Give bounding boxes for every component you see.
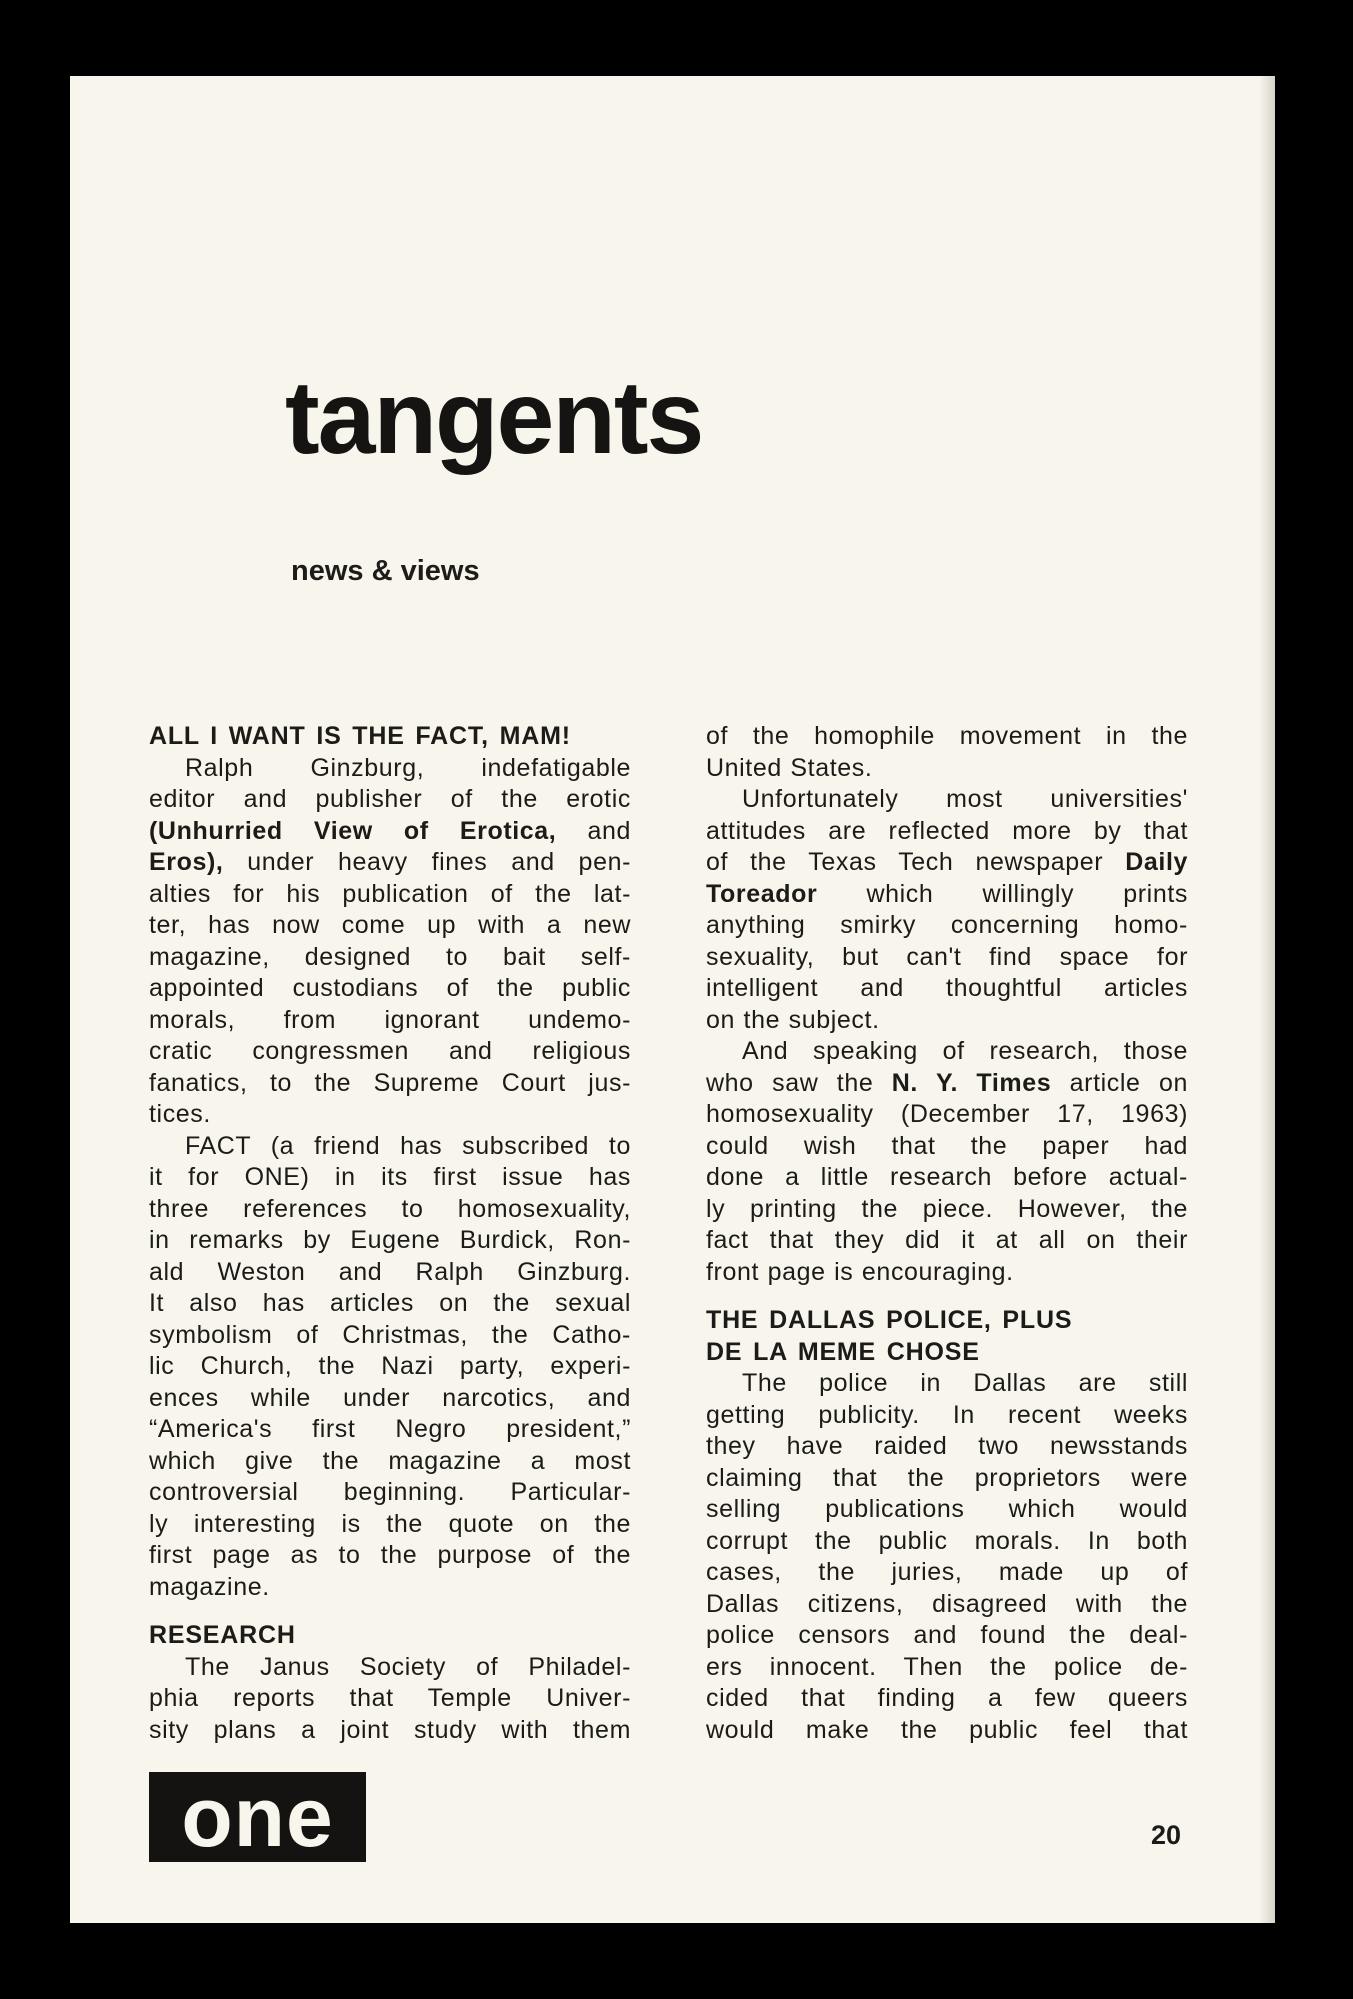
page-edge-shadow: [1259, 76, 1275, 1923]
text-line: [149, 1383, 631, 1415]
text-line: [706, 1431, 1188, 1463]
text-line: [149, 942, 631, 974]
text-segment: ly interesting is the quote on the: [149, 1509, 631, 1538]
text-segment: editor and publisher of the erotic: [149, 785, 631, 813]
text-line: [706, 784, 1188, 816]
text-segment: ly printing the piece. However, the: [706, 1194, 1188, 1223]
text-segment: morals, from ignorant undemo-: [149, 1005, 631, 1034]
text-segment: on the subject.: [706, 1005, 880, 1034]
text-line: [149, 1477, 631, 1509]
section-subtitle: news & views: [291, 555, 480, 587]
text-line: [149, 1446, 631, 1478]
text-line: [149, 784, 631, 816]
text-line: [149, 1683, 631, 1715]
text-line: [149, 1099, 631, 1131]
text-line: [706, 1194, 1188, 1226]
article-paragraph: [706, 1368, 1188, 1746]
bold-title-segment: Daily: [1125, 848, 1188, 876]
text-segment: in remarks by Eugene Burdick, Ron-: [149, 1226, 631, 1254]
text-line: [149, 816, 631, 848]
text-line: [706, 1305, 1188, 1337]
text-segment: attitudes are reflected more by that: [706, 816, 1188, 845]
text-line: [706, 1162, 1188, 1194]
text-segment: homosexuality (December 17, 1963): [706, 1100, 1188, 1128]
text-segment: front page is encouraging.: [706, 1257, 1014, 1286]
text-segment: they have raided two newsstands: [706, 1432, 1188, 1460]
text-segment: getting publicity. In recent weeks: [706, 1400, 1188, 1429]
text-segment: sexuality, but can't find space for: [706, 942, 1188, 971]
text-line: [706, 942, 1188, 974]
text-line: [706, 1036, 1188, 1068]
text-line: [706, 879, 1188, 911]
text-segment: would make the public feel that: [706, 1715, 1188, 1744]
text-line: [149, 1162, 631, 1194]
article-paragraph: [706, 784, 1188, 1036]
text-segment: who saw the: [706, 1068, 892, 1097]
text-segment: which give the magazine a most: [149, 1446, 631, 1475]
text-line: [149, 1572, 631, 1604]
text-segment: ter, has now come up with a new: [149, 911, 631, 939]
text-segment: of the Texas Tech newspaper: [706, 848, 1126, 876]
text-line: [149, 1257, 631, 1289]
text-line: [706, 1257, 1188, 1289]
text-line: [149, 1194, 631, 1226]
text-segment: It also has articles on the sexual: [149, 1289, 631, 1317]
text-segment: FACT (a friend has subscribed to: [185, 1131, 631, 1160]
text-segment: appointed custodians of the public: [149, 974, 631, 1002]
text-line: [706, 910, 1188, 942]
text-segment: and: [556, 816, 631, 845]
text-segment: “America's first Negro president,”: [149, 1415, 631, 1443]
text-segment: lic Church, the Nazi party, experi-: [149, 1352, 631, 1380]
text-segment: Dallas citizens, disagreed with the: [706, 1589, 1188, 1618]
text-segment: claiming that the proprietors were: [706, 1463, 1188, 1492]
bold-title-segment: N. Y. Times: [891, 1068, 1052, 1097]
text-segment: And speaking of research, those: [742, 1037, 1188, 1065]
text-segment: The Janus Society of Philadel-: [185, 1652, 631, 1681]
text-segment: The police in Dallas are still: [742, 1369, 1188, 1397]
text-line: [149, 1652, 631, 1684]
text-segment: article on: [1051, 1068, 1188, 1097]
article-heading: [706, 1305, 1188, 1368]
text-segment: selling publications which would: [706, 1495, 1188, 1523]
article-paragraph: [149, 1652, 631, 1747]
article-heading: [149, 721, 631, 753]
text-segment: it for ONE) in its first issue has: [149, 1163, 631, 1191]
text-segment: controversial beginning. Particular-: [149, 1478, 631, 1506]
text-line: [149, 1320, 631, 1352]
text-line: [706, 1620, 1188, 1652]
text-segment: which willingly prints: [817, 879, 1188, 908]
text-line: [706, 1494, 1188, 1526]
text-line: [706, 1463, 1188, 1495]
text-segment: first page as to the purpose of the: [149, 1541, 631, 1569]
text-segment: police censors and found the deal-: [706, 1621, 1188, 1649]
text-line: [706, 1589, 1188, 1621]
page-number: 20: [1151, 1820, 1182, 1850]
text-segment: could wish that the paper had: [706, 1131, 1188, 1160]
text-line: [706, 753, 1188, 785]
text-line: [706, 973, 1188, 1005]
text-line: [706, 1099, 1188, 1131]
text-segment: fanatics, to the Supreme Court jus-: [149, 1068, 631, 1097]
text-segment: magazine, designed to bait self-: [149, 942, 631, 971]
text-line: [706, 1557, 1188, 1589]
text-line: [706, 1337, 1188, 1369]
text-segment: RESEARCH: [149, 1621, 296, 1649]
text-line: [149, 1225, 631, 1257]
text-line: [149, 1509, 631, 1541]
text-line: [149, 753, 631, 785]
text-line: [149, 721, 631, 753]
text-line: [706, 1005, 1188, 1037]
text-line: [149, 910, 631, 942]
bold-title-segment: Toreador: [706, 879, 818, 908]
text-segment: of the homophile movement in the: [706, 722, 1188, 750]
text-segment: corrupt the public morals. In both: [706, 1526, 1188, 1555]
text-segment: intelligent and thoughtful articles: [706, 974, 1188, 1002]
text-segment: fact that they did it at all on their: [706, 1226, 1188, 1254]
text-line: [149, 1715, 631, 1747]
text-segment: DE LA MEME CHOSE: [706, 1337, 980, 1366]
text-segment: Unfortunately most universities': [742, 785, 1188, 813]
text-column-right: [706, 721, 1188, 1746]
text-line: [706, 1225, 1188, 1257]
text-segment: ALL I WANT IS THE FACT, MAM!: [149, 722, 571, 750]
bold-title-segment: Eros),: [149, 848, 224, 876]
text-segment: phia reports that Temple Univer-: [149, 1684, 631, 1712]
article-heading: [149, 1620, 631, 1652]
text-segment: magazine.: [149, 1572, 270, 1601]
text-segment: United States.: [706, 753, 873, 782]
text-line: [706, 1400, 1188, 1432]
section-title: tangents: [285, 360, 703, 476]
text-segment: done a little research before actual-: [706, 1163, 1188, 1191]
text-segment: three references to homosexuality,: [149, 1194, 631, 1223]
bold-title-segment: (Unhurried View of Erotica,: [149, 816, 557, 845]
text-line: [706, 1715, 1188, 1747]
text-segment: cided that finding a few queers: [706, 1684, 1188, 1712]
text-line: [149, 1540, 631, 1572]
text-line: [149, 1288, 631, 1320]
text-line: [149, 1036, 631, 1068]
text-line: [706, 1368, 1188, 1400]
text-line: [149, 879, 631, 911]
text-segment: anything smirky concerning homo-: [706, 911, 1188, 939]
article-paragraph: [149, 1131, 631, 1604]
text-segment: THE DALLAS POLICE, PLUS: [706, 1306, 1073, 1334]
text-segment: cases, the juries, made up of: [706, 1558, 1188, 1586]
text-line: [706, 816, 1188, 848]
text-line: [706, 1526, 1188, 1558]
text-line: [149, 1414, 631, 1446]
text-segment: cratic congressmen and religious: [149, 1037, 631, 1065]
text-line: [706, 1131, 1188, 1163]
text-line: [149, 973, 631, 1005]
text-line: [706, 1683, 1188, 1715]
text-line: [706, 1652, 1188, 1684]
text-line: [706, 847, 1188, 879]
text-line: [149, 1005, 631, 1037]
article-paragraph: [149, 753, 631, 1131]
text-segment: under heavy fines and pen-: [223, 848, 631, 876]
text-line: [149, 847, 631, 879]
text-column-left: [149, 721, 631, 1746]
text-segment: Ralph Ginzburg, indefatigable: [185, 753, 631, 782]
text-line: [706, 721, 1188, 753]
one-magazine-logo: one: [149, 1772, 366, 1862]
text-segment: sity plans a joint study with them: [149, 1715, 631, 1744]
text-line: [149, 1068, 631, 1100]
text-segment: ences while under narcotics, and: [149, 1383, 631, 1412]
text-segment: alties for his publication of the lat-: [149, 879, 631, 908]
text-line: [149, 1351, 631, 1383]
text-segment: ers innocent. Then the police de-: [706, 1652, 1188, 1681]
article-paragraph: [706, 721, 1188, 784]
text-segment: tices.: [149, 1100, 211, 1128]
text-line: [706, 1068, 1188, 1100]
text-line: [149, 1131, 631, 1163]
text-segment: symbolism of Christmas, the Catho-: [149, 1320, 631, 1349]
magazine-page: [70, 76, 1275, 1923]
text-line: [149, 1620, 631, 1652]
article-paragraph: [706, 1036, 1188, 1288]
text-segment: ald Weston and Ralph Ginzburg.: [149, 1257, 631, 1286]
